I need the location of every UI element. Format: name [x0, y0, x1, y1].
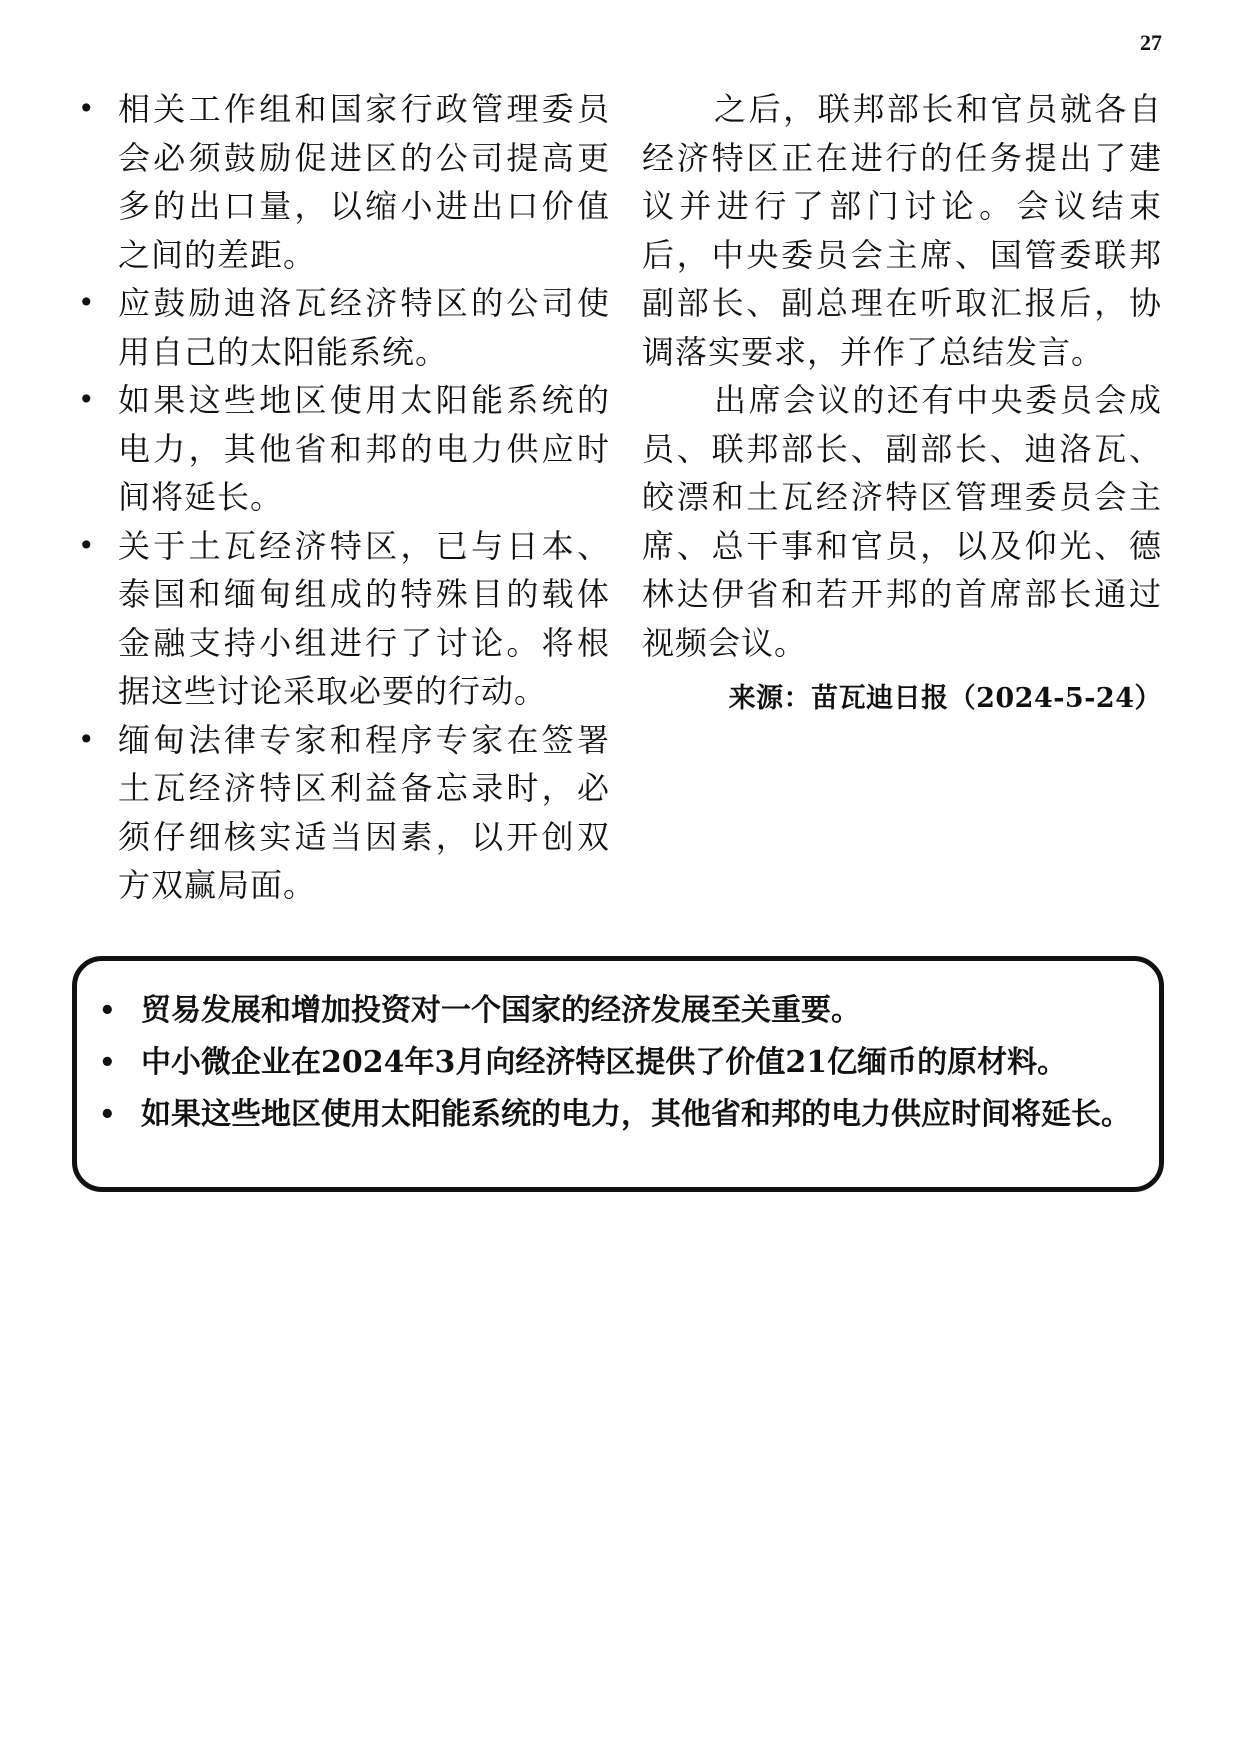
list-item [74, 522, 610, 716]
summary-item [95, 1037, 1139, 1089]
body-paragraph: 出席会议的还有中央委员会成员、联邦部长、副部长、迪洛瓦、皎漂和土瓦经济特区管理委员会主席、总干事和官员，以及仰光、德林达伊省和若开邦的首席部长通过视频会议。 [642, 381, 1162, 662]
bullet-icon: • [78, 722, 96, 756]
bullet-icon: • [78, 528, 96, 562]
list-item-text: 关于土瓦经济特区，已与日本、泰国和缅甸组成的特殊目的载体金融支持小组进行了讨论。将根据这些讨论采取必要的行动。 [118, 526, 610, 710]
list-item [74, 716, 610, 910]
list-item [74, 376, 610, 522]
left-column [74, 85, 610, 910]
summary-item-text: 中小微企业在2024年3月向经济特区提供了价值21亿缅币的原材料。 [141, 1045, 1068, 1080]
left-bullet-list [74, 85, 610, 910]
list-item-text: 相关工作组和国家行政管理委员会必须鼓励促进区的公司提高更多的出口量，以缩小进出口价值之间的差距。 [118, 90, 610, 274]
page-number: 27 [1140, 30, 1162, 55]
source-citation: 来源：苗瓦迪日报（2024-5-24） [728, 683, 1162, 714]
summary-bullet-list [95, 985, 1139, 1141]
list-item-text: 如果这些地区使用太阳能系统的电力，其他省和邦的电力供应时间将延长。 [118, 381, 610, 516]
summary-item-text: 如果这些地区使用太阳能系统的电力，其他省和邦的电力供应时间将延长。 [141, 1097, 1131, 1132]
summary-item [95, 985, 1139, 1037]
bullet-icon: • [99, 996, 116, 1026]
bullet-icon: • [78, 92, 96, 125]
bullet-icon: • [99, 1048, 116, 1078]
summary-item [95, 1089, 1139, 1141]
right-column [642, 85, 1162, 719]
list-item-text: 缅甸法律专家和程序专家在签署土瓦经济特区利益备忘录时，必须仔细核实适当因素，以开创双方双赢局面。 [118, 720, 610, 904]
bullet-icon: • [78, 286, 96, 319]
summary-item-text: 贸易发展和增加投资对一个国家的经济发展至关重要。 [141, 993, 861, 1028]
list-item [74, 279, 610, 376]
summary-box [72, 956, 1164, 1192]
bullet-icon: • [99, 1100, 116, 1130]
list-item-text: 应鼓励迪洛瓦经济特区的公司使用自己的太阳能系统。 [118, 284, 610, 371]
list-item [74, 85, 610, 279]
bullet-icon: • [78, 383, 96, 416]
body-paragraph: 之后，联邦部长和官员就各自经济特区正在进行的任务提出了建议并进行了部门讨论。会议结束后，中央委员会主席、国管委联邦副部长、副总理在听取汇报后，协调落实要求，并作了总结发言。 [642, 90, 1162, 371]
